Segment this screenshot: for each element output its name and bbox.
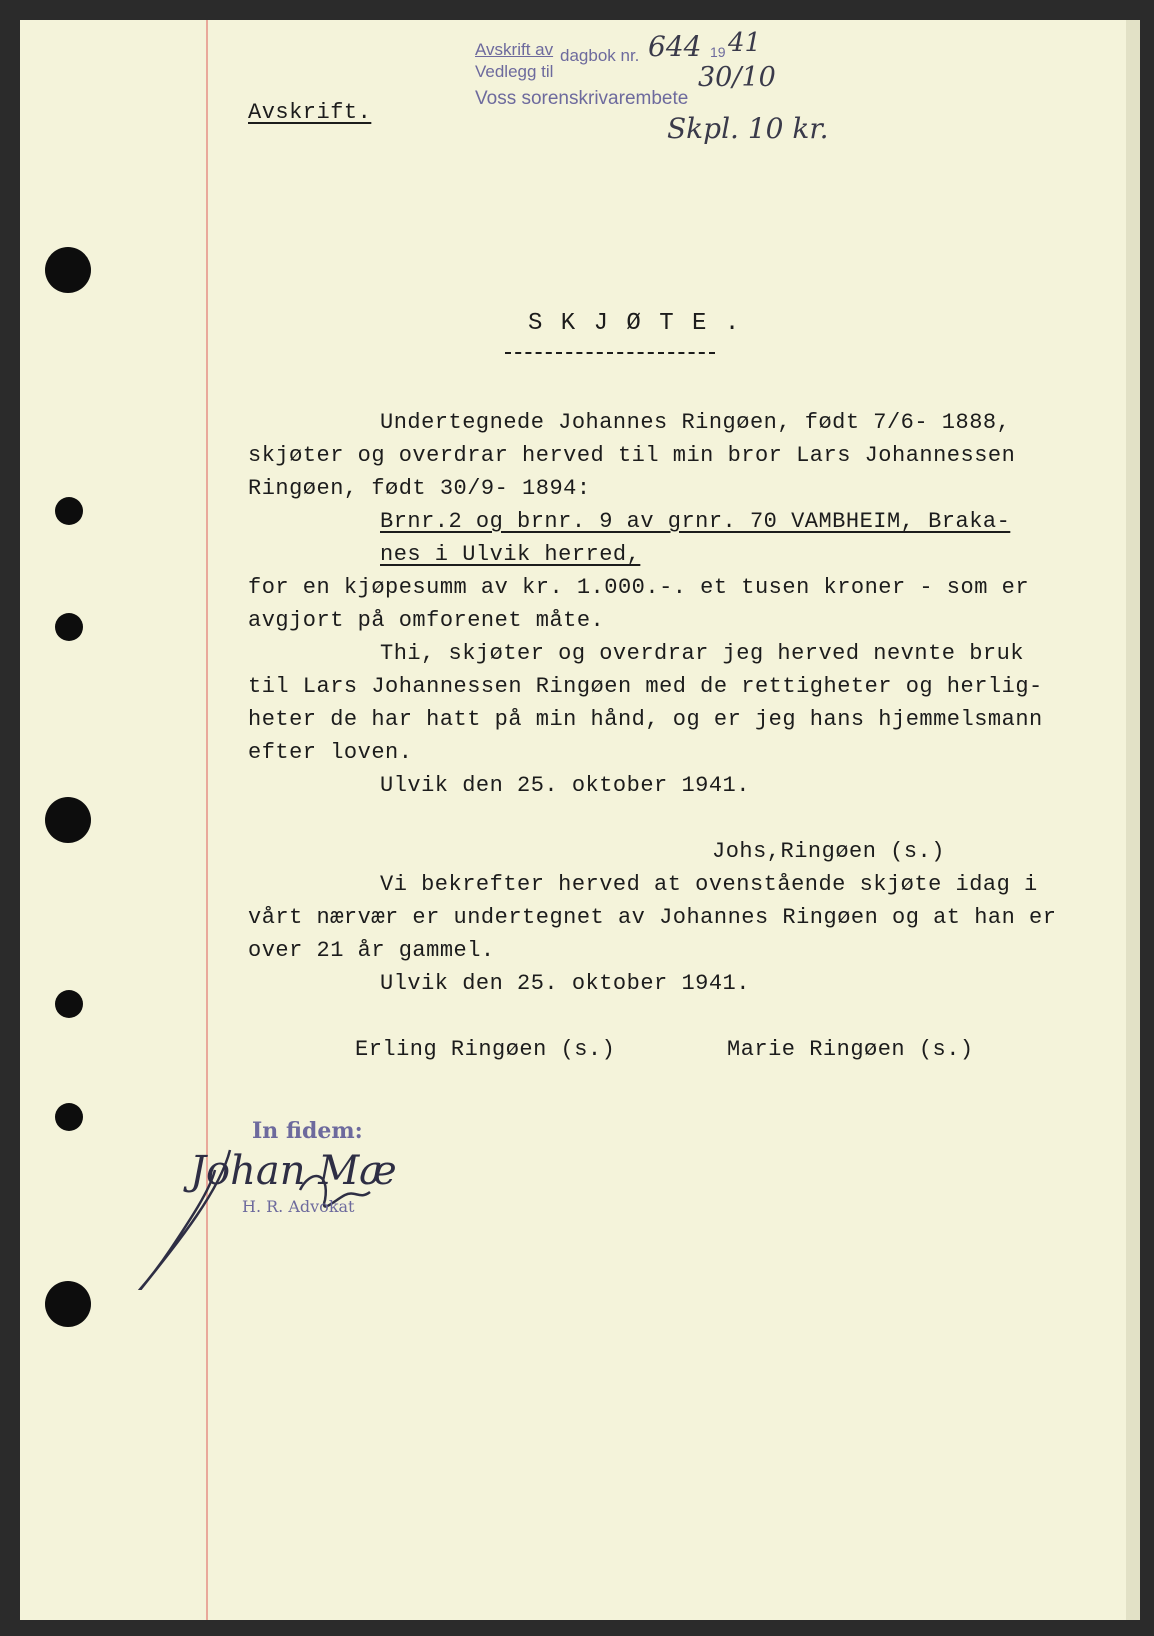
handwritten-fee: Skpl. 10 kr. xyxy=(667,112,829,145)
witness-marie: Marie Ringøen (s.) xyxy=(727,1037,974,1062)
para3-line4: efter loven. xyxy=(248,740,413,765)
document-title: S K J Ø T E . xyxy=(528,310,742,337)
in-fidem-stamp: In fidem: xyxy=(252,1118,363,1144)
date-line1: Ulvik den 25. oktober 1941. xyxy=(380,773,750,798)
para1-line3: Ringøen, født 30/9- 1894: xyxy=(248,476,591,501)
punch-hole xyxy=(55,497,83,525)
punch-hole xyxy=(45,797,91,843)
punch-hole xyxy=(45,247,91,293)
punch-hole xyxy=(55,613,83,641)
stamp-dagbok-label: dagbok nr. xyxy=(560,46,640,65)
witness-erling: Erling Ringøen (s.) xyxy=(355,1037,616,1062)
para3-line2: til Lars Johannessen Ringøen med de rettigheter og herlig- xyxy=(248,674,1043,699)
para4-line1: Vi bekrefter herved at ovenstående skjøte idag i xyxy=(380,872,1038,897)
date-line2: Ulvik den 25. oktober 1941. xyxy=(380,971,750,996)
title-underline xyxy=(505,352,715,354)
handwritten-date: 30/10 xyxy=(698,62,776,93)
para1-line1: Undertegnede Johannes Ringøen, født 7/6- 1888, xyxy=(380,410,1011,435)
header-avskrift: Avskrift. xyxy=(248,100,372,125)
property-line1: Brnr.2 og brnr. 9 av grnr. 70 VAMBHEIM, Braka- xyxy=(380,509,1011,534)
punch-hole xyxy=(55,1103,83,1131)
stamp-year-prefix: 19 xyxy=(710,44,726,60)
margin-line xyxy=(206,20,208,1620)
para3-line3: heter de har hatt på min hånd, og er jeg hans hjemmelsmann xyxy=(248,707,1043,732)
stamp-vedlegg-til: Vedlegg til xyxy=(475,62,554,81)
para3-line1: Thi, skjøter og overdrar jeg herved nevnte bruk xyxy=(380,641,1025,666)
document-page xyxy=(20,20,1140,1620)
stamp-office: Voss sorenskrivarembete xyxy=(475,88,689,109)
advocate-title-stamp: H. R. Advokat xyxy=(242,1197,355,1216)
para2-line1: for en kjøpesumm av kr. 1.000.-. et tusen kroner - som er xyxy=(248,575,1030,600)
year-suffix: 41 xyxy=(728,28,762,58)
signature-johs: Johs,Ringøen (s.) xyxy=(712,839,945,864)
stamp-avskrift-av: Avskrift av xyxy=(475,40,554,59)
para1-line2: skjøter og overdrar herved til min bror Lars Johannessen xyxy=(248,443,1016,468)
advocate-signature: Johan Mæ xyxy=(190,1148,397,1194)
punch-hole xyxy=(45,1281,91,1327)
page-edge xyxy=(1126,20,1140,1620)
para4-line3: over 21 år gammel. xyxy=(248,938,495,963)
para4-line2: vårt nærvær er undertegnet av Johannes Ringøen og at han er xyxy=(248,905,1057,930)
para2-line2: avgjort på omforenet måte. xyxy=(248,608,605,633)
property-line2: nes i Ulvik herred, xyxy=(380,542,641,567)
dagbok-number: 644 xyxy=(648,30,702,63)
punch-hole xyxy=(55,990,83,1018)
